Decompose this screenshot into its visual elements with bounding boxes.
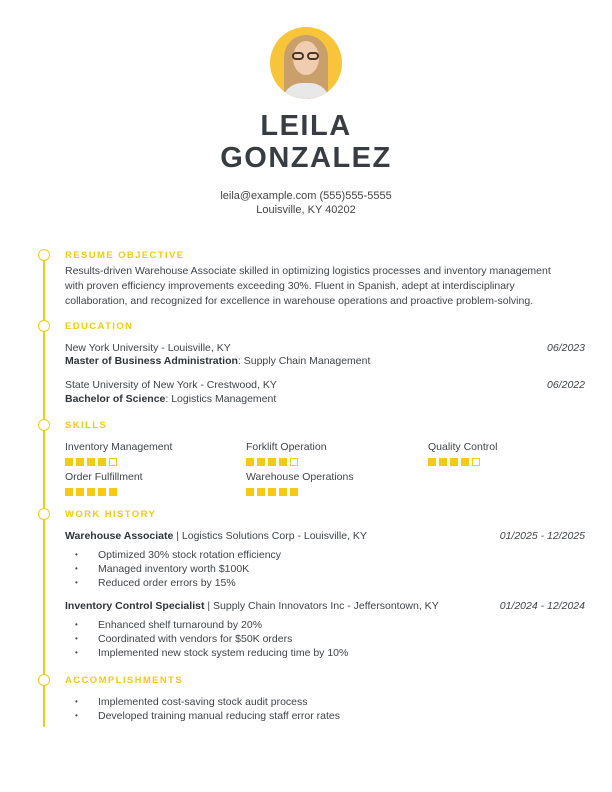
rating-filled-icon bbox=[257, 458, 265, 466]
rating-filled-icon bbox=[450, 458, 458, 466]
rating-filled-icon bbox=[76, 488, 84, 496]
rating-filled-icon bbox=[246, 488, 254, 496]
skill-rating bbox=[65, 488, 117, 496]
timeline-dot-icon bbox=[38, 249, 50, 261]
bullet-item: • Developed training manual reducing staff error rates bbox=[75, 709, 340, 723]
rating-empty-icon bbox=[109, 458, 117, 466]
education-date: 06/2023 bbox=[547, 342, 585, 354]
bullet-item: • Coordinated with vendors for $50K orders bbox=[75, 632, 348, 646]
contact-address: Louisville, KY 40202 bbox=[256, 204, 356, 216]
rating-filled-icon bbox=[428, 458, 436, 466]
rating-filled-icon bbox=[268, 488, 276, 496]
rating-filled-icon bbox=[290, 488, 298, 496]
rating-filled-icon bbox=[109, 488, 117, 496]
job-heading bbox=[65, 599, 439, 614]
skill-rating bbox=[428, 458, 480, 466]
education-degree-line bbox=[65, 354, 370, 369]
job-date: 01/2025 - 12/2025 bbox=[499, 530, 585, 542]
timeline-dot-icon bbox=[38, 674, 50, 686]
rating-empty-icon bbox=[290, 458, 298, 466]
education-school: New York University - Louisville, KY bbox=[65, 342, 231, 354]
job-bullets bbox=[75, 618, 348, 661]
job-role: Warehouse Associate bbox=[65, 530, 174, 542]
rating-filled-icon bbox=[98, 488, 106, 496]
education-degree: Bachelor of Science bbox=[65, 393, 166, 405]
education-degree: Master of Business Administration bbox=[65, 355, 238, 367]
job-role: Inventory Control Specialist bbox=[65, 600, 205, 612]
rating-filled-icon bbox=[87, 488, 95, 496]
education-date: 06/2022 bbox=[547, 379, 585, 391]
rating-empty-icon bbox=[472, 458, 480, 466]
job-date: 01/2024 - 12/2024 bbox=[499, 600, 585, 612]
bullet-item: • Optimized 30% stock rotation efficiency bbox=[75, 548, 281, 562]
first-name: LEILA bbox=[260, 110, 352, 142]
contact-email-phone: leila@example.com (555)555-5555 bbox=[220, 190, 392, 202]
rating-filled-icon bbox=[268, 458, 276, 466]
rating-filled-icon bbox=[246, 458, 254, 466]
rating-filled-icon bbox=[76, 458, 84, 466]
bullet-item: • Reduced order errors by 15% bbox=[75, 576, 281, 590]
rating-filled-icon bbox=[279, 488, 287, 496]
timeline-dot-icon bbox=[38, 320, 50, 332]
rating-filled-icon bbox=[279, 458, 287, 466]
section-title-skills: SKILLS bbox=[65, 420, 108, 431]
section-title-education: EDUCATION bbox=[65, 321, 134, 332]
job-bullets bbox=[75, 548, 281, 591]
objective-line: Results-driven Warehouse Associate skilled in optimizing logistics processes and inventory management bbox=[65, 265, 551, 277]
bullet-item: • Enhanced shelf turnaround by 20% bbox=[75, 618, 348, 632]
bullet-item: • Implemented new stock system reducing time by 10% bbox=[75, 646, 348, 660]
skill-name: Quality Control bbox=[428, 441, 498, 453]
skill-rating bbox=[65, 458, 117, 466]
objective-line: collaboration, and recognized for excellence in warehouse operations and proactive problem-solving. bbox=[65, 295, 534, 307]
education-school: State University of New York - Crestwood, KY bbox=[65, 379, 277, 391]
objective-line: with proven efficiency improvements exceeding 30%. Fluent in Spanish, adept at interdisciplinary bbox=[65, 280, 515, 292]
section-title-objective: RESUME OBJECTIVE bbox=[65, 250, 185, 261]
education-field: : Supply Chain Management bbox=[237, 355, 371, 367]
job-company: | Logistics Solutions Corp - Louisville, KY bbox=[173, 530, 367, 542]
education-degree-line bbox=[65, 392, 276, 407]
rating-filled-icon bbox=[65, 488, 73, 496]
rating-filled-icon bbox=[98, 458, 106, 466]
profile-photo bbox=[270, 27, 342, 99]
rating-filled-icon bbox=[439, 458, 447, 466]
bullet-item: • Implemented cost-saving stock audit process bbox=[75, 695, 340, 709]
education-field: : Logistics Management bbox=[165, 393, 277, 405]
skill-rating bbox=[246, 458, 298, 466]
rating-filled-icon bbox=[65, 458, 73, 466]
accomplishment-bullets bbox=[75, 695, 340, 723]
skill-name: Warehouse Operations bbox=[246, 471, 354, 483]
skill-name: Forklift Operation bbox=[246, 441, 327, 453]
job-heading bbox=[65, 529, 367, 544]
rating-filled-icon bbox=[257, 488, 265, 496]
skill-name: Order Fulfillment bbox=[65, 471, 143, 483]
rating-filled-icon bbox=[461, 458, 469, 466]
section-title-accomplishments: ACCOMPLISHMENTS bbox=[65, 675, 184, 686]
rating-filled-icon bbox=[87, 458, 95, 466]
bullet-item: • Managed inventory worth $100K bbox=[75, 562, 281, 576]
section-title-work-history: WORK HISTORY bbox=[65, 509, 157, 520]
timeline-dot-icon bbox=[38, 508, 50, 520]
timeline-dot-icon bbox=[38, 419, 50, 431]
skill-rating bbox=[246, 488, 298, 496]
last-name: GONZALEZ bbox=[220, 142, 392, 174]
skill-name: Inventory Management bbox=[65, 441, 173, 453]
job-company: | Supply Chain Innovators Inc - Jeffersontown, KY bbox=[204, 600, 439, 612]
